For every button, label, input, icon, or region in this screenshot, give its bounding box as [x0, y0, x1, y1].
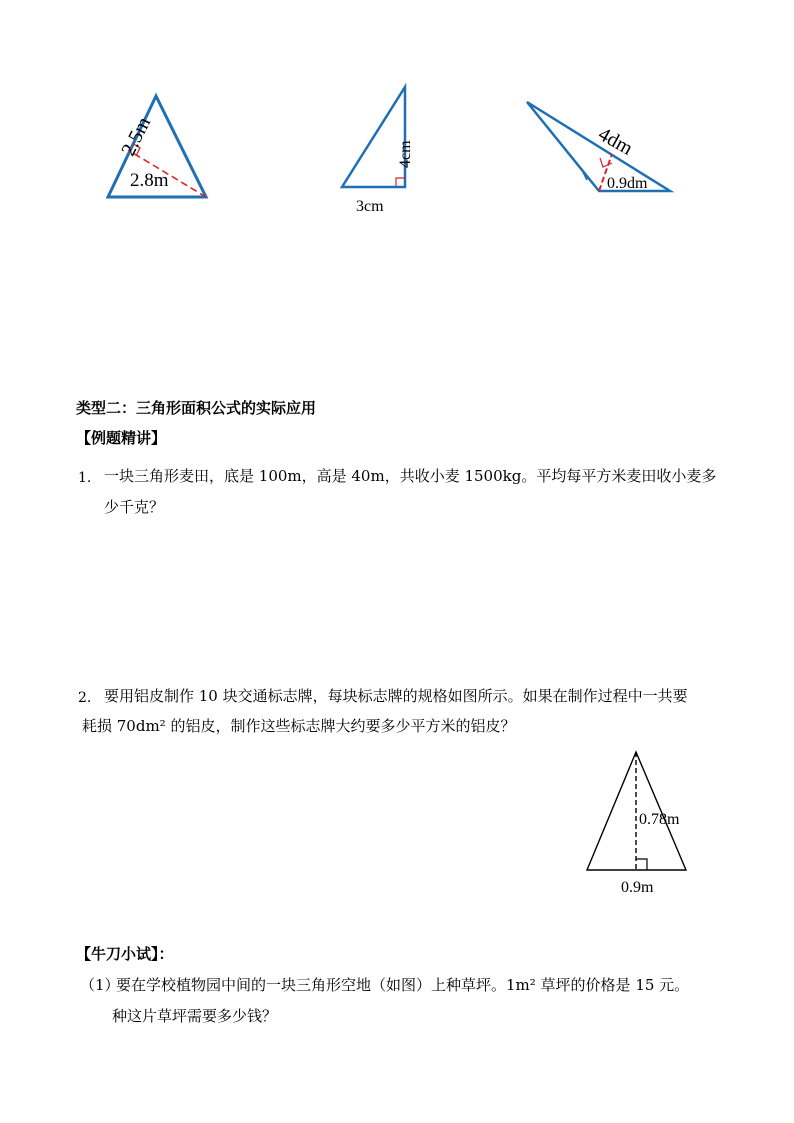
- triangle-figure-3: [527, 102, 670, 192]
- practice-1-line-1: 要在学校植物园中间的一块三角形空地（如图）上种草坪。1m² 草坪的价格是 15 元。: [116, 976, 690, 994]
- triangle-3-outline: [527, 102, 670, 191]
- triangle-2-outline: [342, 87, 405, 187]
- problem-1-line-1: 一块三角形麦田，底是 100m，高是 40m，共收小麦 1500kg。平均每平方米麦田收小麦多: [104, 467, 717, 485]
- triangle-figure-1: [108, 96, 206, 197]
- problem-2-number: 2.: [78, 690, 92, 706]
- triangle-2-base-label: 3cm: [356, 198, 384, 215]
- triangle-3-height-label: 0.9dm: [607, 175, 648, 192]
- problem-2-line-1: 要用铝皮制作 10 块交通标志牌，每块标志牌的规格如图所示。如果在制作过程中一共要: [104, 687, 688, 705]
- practice-1-line-2: 种这片草坪需要多少钱？: [112, 1007, 278, 1025]
- triangle-2-height-label: 4cm: [397, 140, 414, 168]
- problem-2-line-2: 耗损 70dm² 的铝皮，制作这些标志牌大约要多少平方米的铝皮？: [82, 717, 516, 735]
- practice-1-number: （1）: [80, 976, 120, 994]
- practice-header: 【牛刀小试】：: [76, 945, 174, 963]
- problem-1-number: 1.: [78, 470, 92, 486]
- triangle-3-right-angle-mark: [600, 158, 612, 167]
- triangle-3-side-label: 4dm: [594, 123, 637, 160]
- triangle-figure-2: [342, 87, 414, 215]
- sign-triangle-figure: [587, 752, 686, 896]
- sign-triangle-base-label: 0.9m: [621, 879, 654, 896]
- sign-triangle-height-label: 0.78m: [639, 811, 680, 828]
- triangle-2-right-angle-mark: [396, 178, 405, 187]
- example-header: 【例题精讲】: [76, 429, 167, 447]
- triangle-1-height-label: 2.8m: [130, 170, 169, 191]
- sign-triangle-right-angle-mark: [636, 859, 647, 870]
- triangle-1-side-label: 2.5m: [117, 113, 156, 160]
- section-heading: 类型二：三角形面积公式的实际应用: [76, 399, 317, 417]
- problem-1-line-2: 少千克？: [104, 498, 165, 516]
